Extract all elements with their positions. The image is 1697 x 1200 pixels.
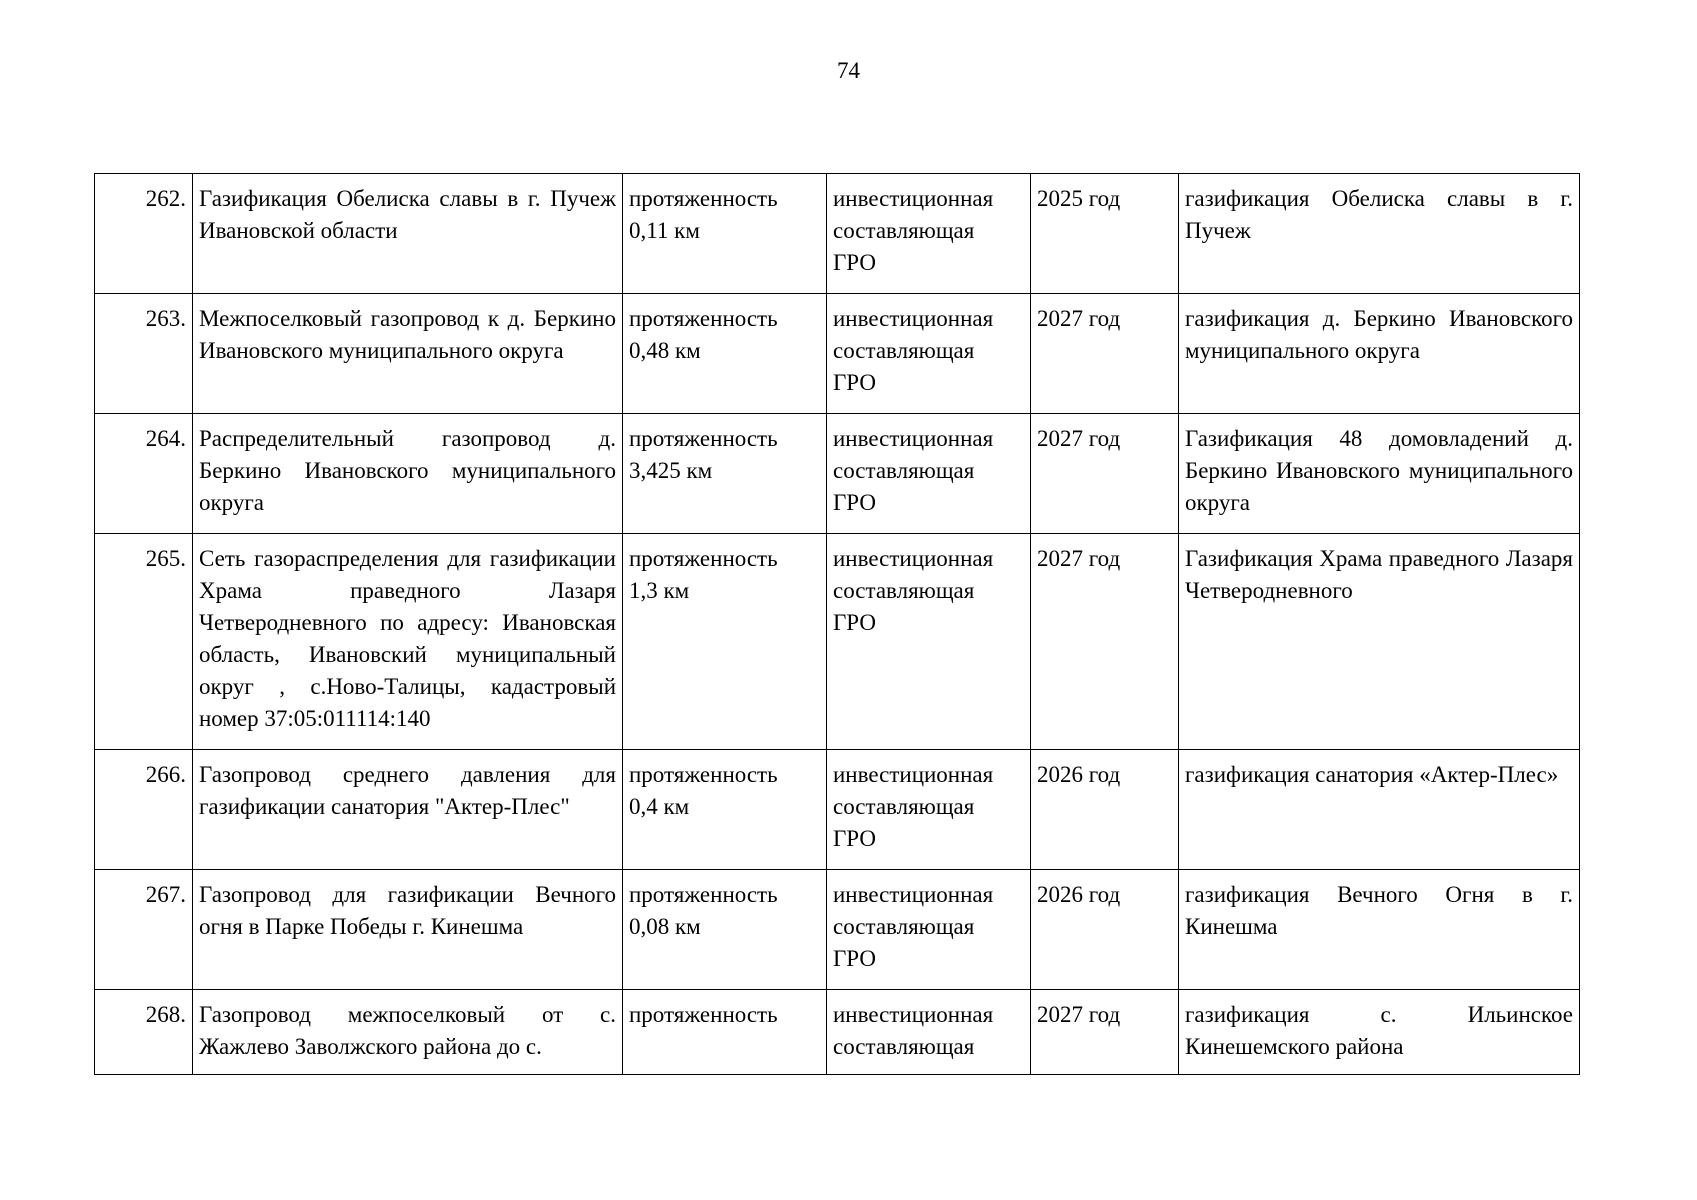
funding-source-cell [827,174,1031,294]
funding-source-cell [827,990,1031,1075]
row-number: 267. [95,870,193,990]
funding-source-line: ГРО [833,946,876,971]
completion-year: 2025 год [1031,174,1179,294]
funding-source-line: ГРО [833,826,876,851]
completion-year: 2026 год [1031,750,1179,870]
length-label: протяженность [629,186,778,211]
completion-year: 2026 год [1031,870,1179,990]
length-label: протяженность [629,306,778,331]
funding-source-line: составляющая [833,578,975,603]
row-number: 262. [95,174,193,294]
page-number: 74 [837,58,860,83]
expected-result: газификация Вечного Огня в г. Кинешма [1179,870,1580,990]
expected-result: Газификация 48 домовладений д. Беркино Ивановского муниципального округа [1179,414,1580,534]
expected-result: Газификация Храма праведного Лазаря Четверодневного [1179,534,1580,750]
gasification-objects-table [94,173,1580,1075]
funding-source-line: составляющая [833,794,975,819]
funding-source-line: составляющая [833,338,975,363]
funding-source-cell [827,534,1031,750]
object-name: Газопровод среднего давления для газификации санатория "Актер-Плес" [193,750,623,870]
table-row [95,750,1580,870]
table-row [95,534,1580,750]
length-cell [623,174,827,294]
completion-year: 2027 год [1031,294,1179,414]
completion-year: 2027 год [1031,990,1179,1075]
funding-source-line: инвестиционная [833,1002,994,1027]
funding-source-line: инвестиционная [833,426,994,451]
funding-source-cell [827,750,1031,870]
funding-source-line: инвестиционная [833,306,994,331]
table-row [95,414,1580,534]
table-row [95,174,1580,294]
funding-source-cell [827,414,1031,534]
length-label: протяженность [629,1002,778,1027]
row-number: 265. [95,534,193,750]
length-value: 3,425 км [629,458,713,483]
object-name: Газопровод межпоселковый от с. Жажлево Заволжского района до с. [193,990,623,1075]
funding-source-line: составляющая [833,914,975,939]
object-name: Сеть газораспределения для газификации Храма праведного Лазаря Четверодневного по адресу: Ивановская область, Ивановский муниципальный округ , с.Ново-Талицы, кадастровый номер 37:05:011114:140 [193,534,623,750]
table-row [95,294,1580,414]
funding-source-line: составляющая [833,1034,975,1059]
funding-source-line: ГРО [833,610,876,635]
length-cell [623,414,827,534]
funding-source-line: инвестиционная [833,546,994,571]
funding-source-line: ГРО [833,370,876,395]
expected-result: газификация с. Ильинское Кинешемского района [1179,990,1580,1075]
length-value: 0,4 км [629,794,690,819]
completion-year: 2027 год [1031,534,1179,750]
length-label: протяженность [629,546,778,571]
length-label: протяженность [629,762,778,787]
length-value: 1,3 км [629,578,690,603]
length-label: протяженность [629,882,778,907]
object-name: Распределительный газопровод д. Беркино Ивановского муниципального округа [193,414,623,534]
funding-source-line: составляющая [833,458,975,483]
row-number: 263. [95,294,193,414]
object-name: Газификация Обелиска славы в г. Пучеж Ивановской области [193,174,623,294]
expected-result: газификация Обелиска славы в г. Пучеж [1179,174,1580,294]
length-cell [623,870,827,990]
funding-source-cell [827,870,1031,990]
row-number: 268. [95,990,193,1075]
length-label: протяженность [629,426,778,451]
funding-source-line: инвестиционная [833,186,994,211]
table-row [95,990,1580,1075]
expected-result: газификация санатория «Актер-Плес» [1179,750,1580,870]
completion-year: 2027 год [1031,414,1179,534]
length-value: 0,08 км [629,914,701,939]
table-row [95,870,1580,990]
funding-source-line: составляющая [833,218,975,243]
length-cell [623,534,827,750]
object-name: Межпоселковый газопровод к д. Беркино Ивановского муниципального округа [193,294,623,414]
funding-source-line: ГРО [833,490,876,515]
funding-source-line: инвестиционная [833,882,994,907]
length-cell [623,990,827,1075]
row-number: 266. [95,750,193,870]
row-number: 264. [95,414,193,534]
length-value: 0,11 км [629,218,700,243]
expected-result: газификация д. Беркино Ивановского муниципального округа [1179,294,1580,414]
length-cell [623,294,827,414]
length-value: 0,48 км [629,338,701,363]
funding-source-line: ГРО [833,250,876,275]
funding-source-cell [827,294,1031,414]
object-name: Газопровод для газификации Вечного огня в Парке Победы г. Кинешма [193,870,623,990]
length-cell [623,750,827,870]
funding-source-line: инвестиционная [833,762,994,787]
